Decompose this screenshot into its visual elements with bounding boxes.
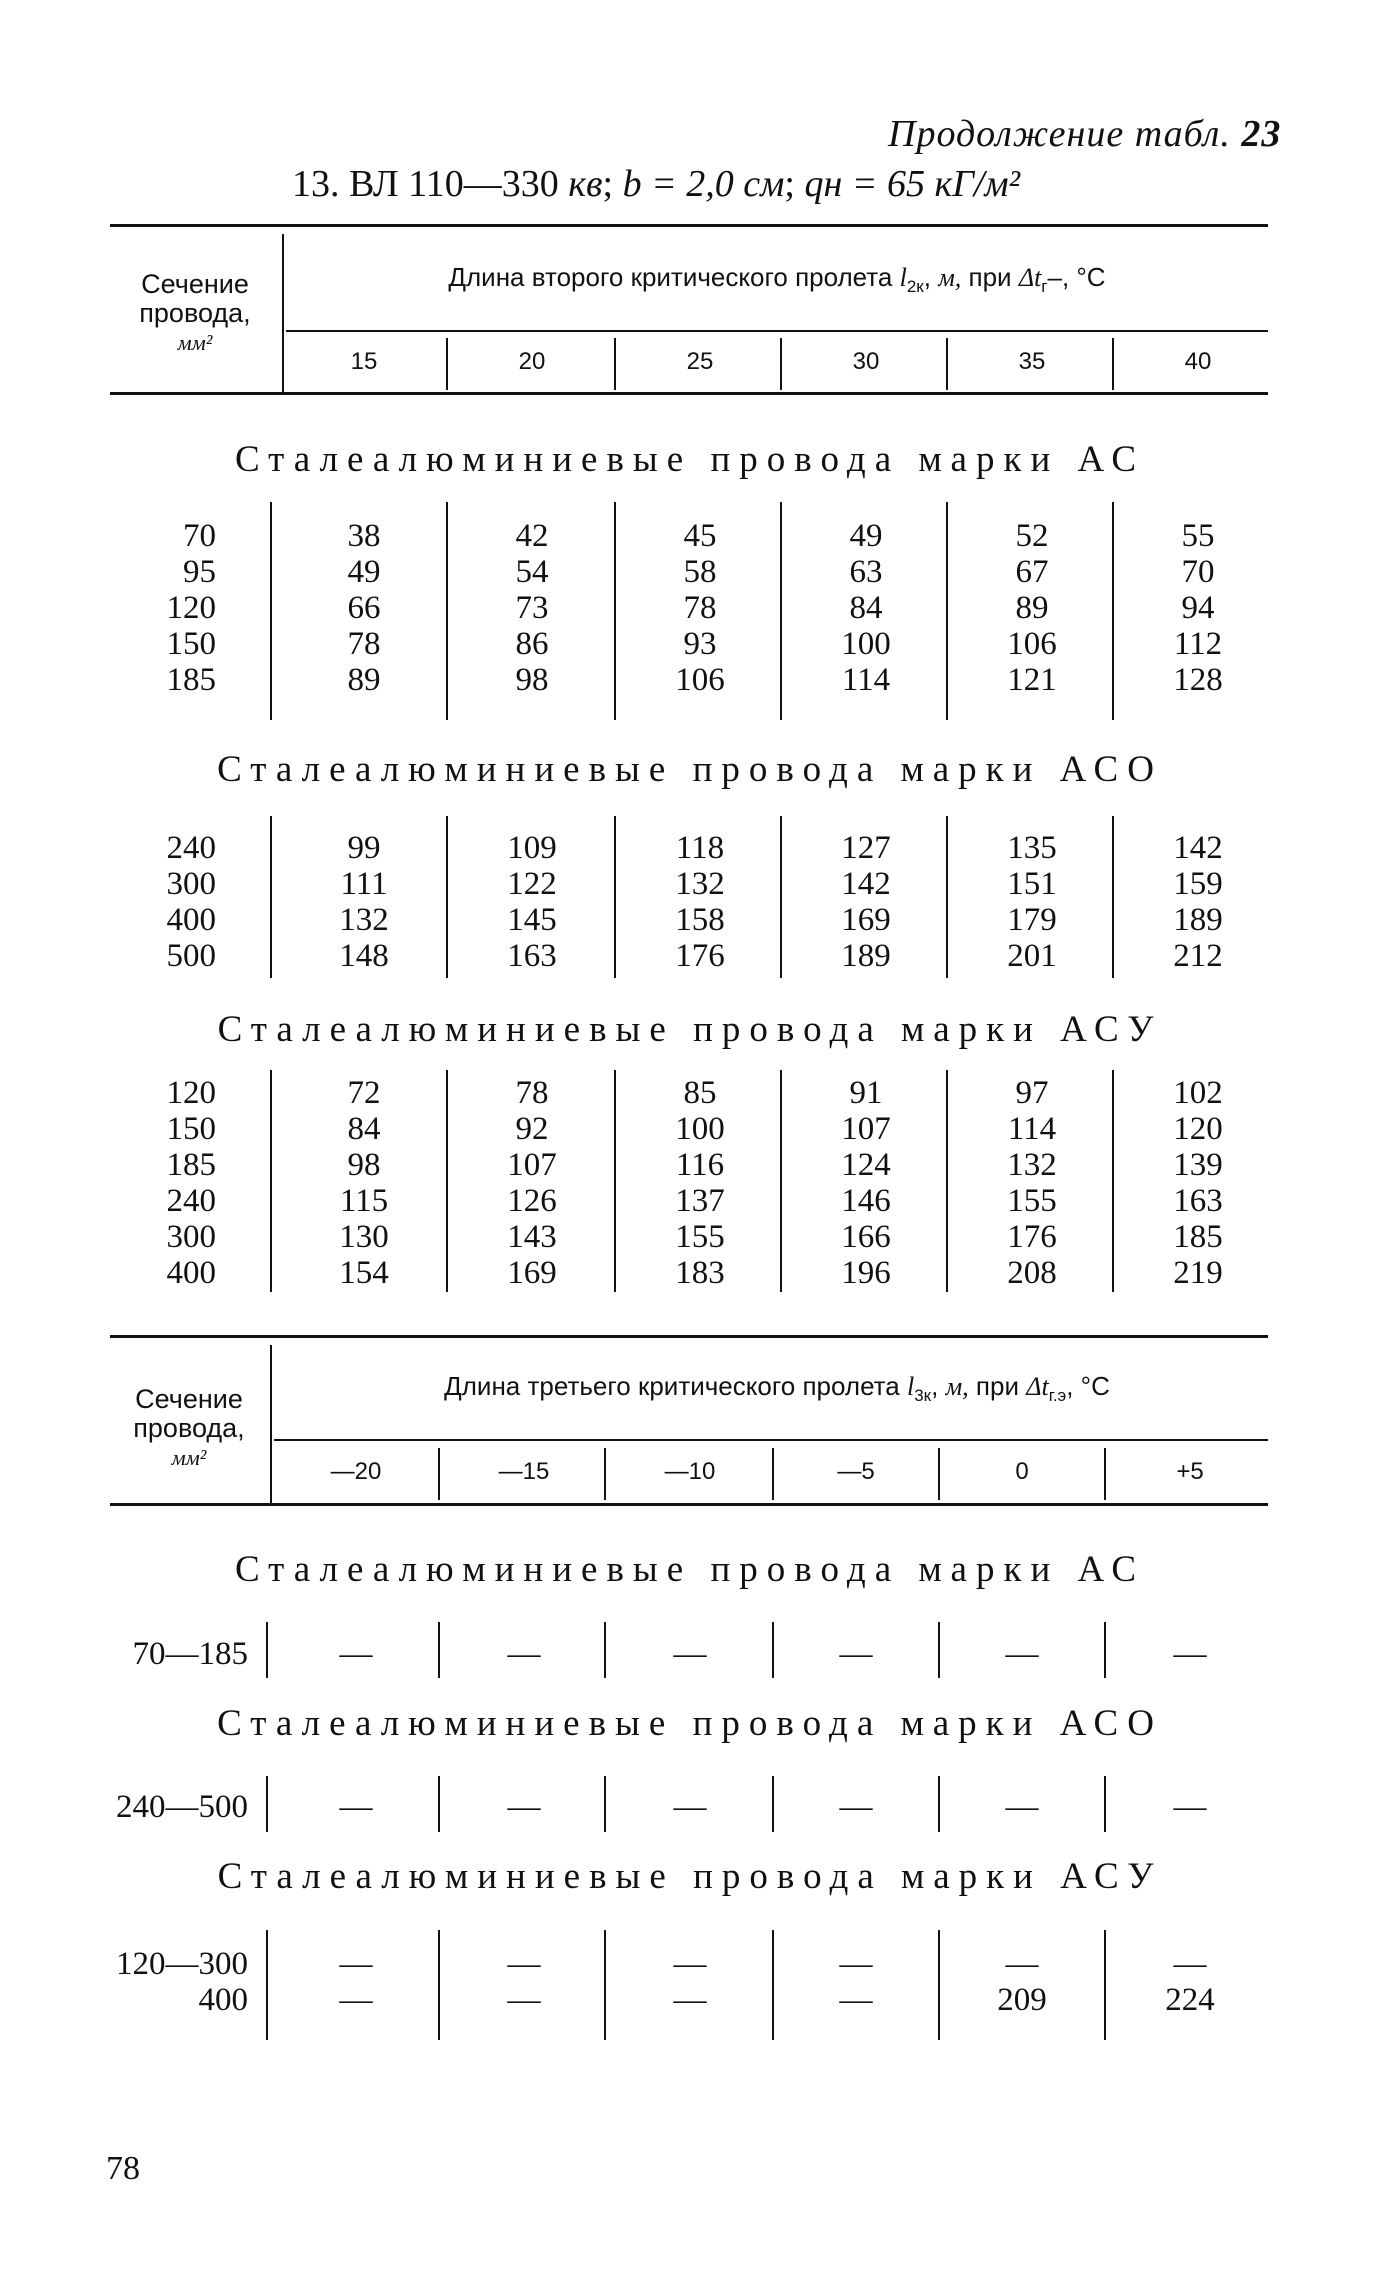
- table-cell: 63: [849, 554, 883, 590]
- table-cell: —: [1005, 1636, 1039, 1672]
- table-cell: —: [1173, 1789, 1207, 1825]
- table2-unit: м,: [945, 1372, 969, 1401]
- table2-symbol-sub: 3к: [914, 1386, 932, 1406]
- table-cell: 145: [507, 902, 557, 938]
- table-cell: 100: [675, 1111, 725, 1147]
- column-header-1: 15: [350, 348, 378, 375]
- table1-unit: м,: [938, 263, 962, 292]
- row-label-divider: [266, 1930, 268, 2040]
- table-cell: 106: [675, 662, 725, 698]
- section-title: Сталеалюминиевые провода марки АСО: [217, 1703, 1163, 1744]
- column-divider: [772, 1448, 774, 1500]
- page-number: 78: [106, 2150, 140, 2187]
- table-cell: 111: [340, 866, 388, 902]
- table-cell: —: [673, 1946, 707, 1982]
- table2-bottom-rule: [110, 1503, 1268, 1506]
- table2-tail: , °С: [1066, 1371, 1110, 1401]
- row-label: 500: [166, 938, 216, 974]
- row-label: 70: [183, 518, 216, 554]
- row-label-divider: [270, 1070, 272, 1292]
- table-cell: —: [839, 1946, 873, 1982]
- column-header-2: 20: [518, 348, 546, 375]
- column-divider: [1112, 502, 1114, 720]
- column-divider: [438, 1448, 440, 1500]
- column-divider: [1104, 1448, 1106, 1500]
- table1-left-header: [110, 270, 280, 357]
- table-cell: 85: [683, 1075, 717, 1111]
- table-cell: 70: [1181, 554, 1215, 590]
- column-divider: [446, 1070, 448, 1292]
- column-divider: [614, 338, 616, 390]
- column-header-3: 25: [686, 348, 714, 375]
- row-label: 400: [198, 1982, 248, 2018]
- table-cell: 106: [1007, 626, 1057, 662]
- row-label-divider: [266, 1776, 268, 1832]
- table1-main-header-text: Длина второго критического пролета: [448, 262, 893, 292]
- table-cell: —: [507, 1946, 541, 1982]
- column-divider: [780, 816, 782, 978]
- section-title: Сталеалюминиевые провода марки АС: [234, 439, 1146, 480]
- column-header-3: —10: [664, 1458, 716, 1485]
- table-cell: 176: [675, 938, 725, 974]
- table-cell: 179: [1007, 902, 1057, 938]
- table-cell: 169: [841, 902, 891, 938]
- table-cell: 155: [675, 1219, 725, 1255]
- table-cell: 124: [841, 1147, 891, 1183]
- table-cell: —: [339, 1789, 373, 1825]
- table-cell: 132: [1007, 1147, 1057, 1183]
- table-cell: 142: [1173, 830, 1223, 866]
- subtitle-b: b = 2,0: [622, 163, 734, 205]
- table-cell: 109: [507, 830, 557, 866]
- table-cell: —: [673, 1789, 707, 1825]
- column-divider: [604, 1448, 606, 1500]
- table-cell: 55: [1181, 518, 1215, 554]
- table1-left-header-text: Сечение провода,: [139, 269, 251, 328]
- column-divider: [1112, 338, 1114, 390]
- column-header-6: 40: [1184, 348, 1212, 375]
- row-label: 150: [166, 626, 216, 662]
- row-label: 240: [166, 1183, 216, 1219]
- row-label: 150: [166, 1111, 216, 1147]
- table1-symbol: l: [899, 263, 907, 292]
- table-cell: 42: [515, 518, 549, 554]
- table-cell: —: [1173, 1636, 1207, 1672]
- column-divider: [946, 502, 948, 720]
- table1-symbol-sub: 2к: [906, 277, 924, 297]
- table-cell: 137: [675, 1183, 725, 1219]
- table-cell: 89: [347, 662, 381, 698]
- column-divider: [446, 338, 448, 390]
- table-cell: 58: [683, 554, 717, 590]
- table-cell: 151: [1007, 866, 1057, 902]
- column-header-4: —5: [837, 1458, 875, 1485]
- table2-delta: Δt: [1026, 1372, 1049, 1401]
- column-divider: [438, 1776, 440, 1832]
- column-divider: [1112, 816, 1114, 978]
- table-cell: —: [339, 1946, 373, 1982]
- column-header-4: 30: [852, 348, 880, 375]
- table-cell: 89: [1015, 590, 1049, 626]
- row-label: 120: [166, 1075, 216, 1111]
- row-label: 70—185: [132, 1636, 248, 1672]
- column-divider: [946, 816, 948, 978]
- table-cell: —: [339, 1982, 373, 2018]
- subtitle-q: qн = 65: [804, 163, 925, 205]
- table-cell: —: [839, 1636, 873, 1672]
- table2-main-header: Длина третьего критического пролета $l_{3к}$, м, при $\Delta t_{г.э}$, °С: [444, 1371, 1110, 1406]
- table-cell: 143: [507, 1219, 557, 1255]
- column-divider: [946, 1070, 948, 1292]
- column-divider: [938, 1776, 940, 1832]
- table-cell: 201: [1007, 938, 1057, 974]
- table2-left-header-unit: мм²: [171, 1445, 207, 1470]
- table-cell: —: [839, 1789, 873, 1825]
- row-label: 300: [166, 1219, 216, 1255]
- table-cell: 107: [841, 1111, 891, 1147]
- column-divider: [604, 1776, 606, 1832]
- table-cell: 92: [515, 1111, 549, 1147]
- column-divider: [938, 1930, 940, 2040]
- table-cell: —: [507, 1982, 541, 2018]
- table1-delta: Δt: [1018, 263, 1042, 292]
- table-cell: 189: [1173, 902, 1223, 938]
- table-cell: 212: [1173, 938, 1223, 974]
- table-cell: 121: [1007, 662, 1057, 698]
- table-cell: 132: [339, 902, 389, 938]
- column-divider: [614, 502, 616, 720]
- column-divider: [780, 502, 782, 720]
- table-cell: 72: [347, 1075, 381, 1111]
- column-header-1: —20: [330, 1458, 382, 1485]
- table-cell: 166: [841, 1219, 891, 1255]
- table-cell: 135: [1007, 830, 1057, 866]
- subtitle-unit-q: кГ/м²: [934, 163, 1021, 205]
- table-cell: 142: [841, 866, 891, 902]
- column-divider: [446, 816, 448, 978]
- table-cell: 185: [1173, 1219, 1223, 1255]
- table-cell: —: [507, 1636, 541, 1672]
- table-cell: 155: [1007, 1183, 1057, 1219]
- subtitle-prefix: 13. ВЛ 110—330: [292, 163, 559, 205]
- table-cell: 52: [1015, 518, 1049, 554]
- table-cell: 78: [683, 590, 717, 626]
- table-subtitle: 13. ВЛ 110—330 кв; b = 2,0 см; qн = 65 кГ/м²: [292, 163, 1021, 205]
- column-divider: [1104, 1930, 1106, 2040]
- table-cell: 114: [841, 662, 891, 698]
- table1-at: при: [968, 262, 1012, 292]
- row-label: 120—300: [116, 1946, 248, 1982]
- row-label-divider: [266, 1622, 268, 1678]
- table-cell: 154: [339, 1255, 389, 1291]
- table-cell: 139: [1173, 1147, 1223, 1183]
- column-header-6: +5: [1176, 1458, 1204, 1485]
- table-cell: 132: [675, 866, 725, 902]
- table-cell: 115: [339, 1183, 389, 1219]
- table-cell: 84: [849, 590, 883, 626]
- table-cell: —: [1173, 1946, 1207, 1982]
- column-divider: [438, 1930, 440, 2040]
- table-cell: 84: [347, 1111, 381, 1147]
- column-divider: [438, 1622, 440, 1678]
- row-label: 185: [166, 1147, 216, 1183]
- table-cell: 93: [683, 626, 717, 662]
- row-label: 400: [166, 1255, 216, 1291]
- table2-left-header: [104, 1385, 274, 1472]
- table-cell: 94: [1181, 590, 1215, 626]
- row-label: 120: [166, 590, 216, 626]
- row-label-divider: [270, 816, 272, 978]
- table-cell: 148: [339, 938, 389, 974]
- table-cell: —: [839, 1982, 873, 2018]
- row-label-divider: [270, 502, 272, 720]
- column-divider: [938, 1622, 940, 1678]
- table1-main-header: Длина второго критического пролета $l_{2к}$, м, при $\Delta t_г-$, °С: [448, 262, 1106, 297]
- table-cell: 78: [515, 1075, 549, 1111]
- column-divider: [446, 502, 448, 720]
- table-cell: 91: [849, 1075, 883, 1111]
- table-cell: 146: [841, 1183, 891, 1219]
- table-cell: 107: [507, 1147, 557, 1183]
- table-cell: 127: [841, 830, 891, 866]
- column-divider: [1104, 1776, 1106, 1832]
- column-divider: [614, 816, 616, 978]
- table-cell: 126: [507, 1183, 557, 1219]
- column-divider: [772, 1930, 774, 2040]
- table-cell: 159: [1173, 866, 1223, 902]
- table-cell: 118: [675, 830, 725, 866]
- table-cell: 54: [515, 554, 549, 590]
- row-label: 240: [166, 830, 216, 866]
- row-label: 300: [166, 866, 216, 902]
- table-cell: 130: [339, 1219, 389, 1255]
- table-cell: 45: [683, 518, 717, 554]
- table-cell: —: [673, 1982, 707, 2018]
- table-cell: —: [673, 1636, 707, 1672]
- table-cell: 86: [515, 626, 549, 662]
- section-title: Сталеалюминиевые провода марки АСУ: [217, 1856, 1163, 1897]
- table-cell: 112: [1173, 626, 1223, 662]
- table2-main-header-text: Длина третьего критического пролета: [444, 1371, 900, 1401]
- table-cell: —: [507, 1789, 541, 1825]
- table-cell: 114: [1007, 1111, 1057, 1147]
- table1-mid-rule: [286, 330, 1268, 332]
- row-label: 95: [183, 554, 216, 590]
- table-cell: 163: [1173, 1183, 1223, 1219]
- table2-at: при: [975, 1371, 1019, 1401]
- table-cell: 98: [515, 662, 549, 698]
- column-divider: [1112, 1070, 1114, 1292]
- table-cell: 169: [507, 1255, 557, 1291]
- column-divider: [604, 1930, 606, 2040]
- table1-delta-sub: г: [1041, 277, 1048, 297]
- row-label: 240—500: [116, 1789, 248, 1825]
- table-cell: 99: [347, 830, 381, 866]
- table-cell: 78: [347, 626, 381, 662]
- table-cell: 183: [675, 1255, 725, 1291]
- table-cell: 158: [675, 902, 725, 938]
- column-divider: [938, 1448, 940, 1500]
- table-cell: —: [1005, 1946, 1039, 1982]
- table1-bottom-rule: [110, 392, 1268, 395]
- row-label: 400: [166, 902, 216, 938]
- table2-symbol: l: [906, 1372, 915, 1401]
- table-cell: 128: [1173, 662, 1223, 698]
- section-title: Сталеалюминиевые провода марки АСО: [217, 749, 1163, 790]
- continuation-label: [888, 112, 1281, 156]
- table-cell: 66: [347, 590, 381, 626]
- table-cell: —: [1005, 1789, 1039, 1825]
- table-cell: 176: [1007, 1219, 1057, 1255]
- table-cell: 196: [841, 1255, 891, 1291]
- column-divider: [614, 1070, 616, 1292]
- table-cell: 209: [997, 1982, 1047, 2018]
- table-cell: 163: [507, 938, 557, 974]
- table-cell: —: [339, 1636, 373, 1672]
- table-cell: 102: [1173, 1075, 1223, 1111]
- subtitle-unit-cm: см: [743, 163, 785, 205]
- table-cell: 208: [1007, 1255, 1057, 1291]
- table-number: 23: [1241, 113, 1282, 155]
- table-cell: 120: [1173, 1111, 1223, 1147]
- column-divider: [604, 1622, 606, 1678]
- continuation-text: Продолжение табл.: [888, 113, 1231, 155]
- column-header-2: —15: [498, 1458, 550, 1485]
- table2-left-header-text: Сечение провода,: [133, 1384, 245, 1443]
- table-cell: 224: [1165, 1982, 1215, 2018]
- column-divider: [780, 1070, 782, 1292]
- table1-tail: –, °С: [1047, 262, 1106, 292]
- column-header-5: 35: [1018, 348, 1046, 375]
- table-cell: 98: [347, 1147, 381, 1183]
- section-title: Сталеалюминиевые провода марки АС: [234, 1549, 1146, 1590]
- table-cell: 189: [841, 938, 891, 974]
- table1-left-header-unit: мм²: [177, 330, 213, 355]
- table-cell: 100: [841, 626, 891, 662]
- column-divider: [946, 338, 948, 390]
- column-divider: [772, 1622, 774, 1678]
- column-divider: [1104, 1622, 1106, 1678]
- column-header-5: 0: [1015, 1458, 1029, 1485]
- table-cell: 122: [507, 866, 557, 902]
- row-label: 185: [166, 662, 216, 698]
- table2-delta-sub: г.э: [1048, 1386, 1067, 1406]
- table-cell: 67: [1015, 554, 1049, 590]
- table-cell: 49: [347, 554, 381, 590]
- table-cell: 49: [849, 518, 883, 554]
- table-cell: 73: [515, 590, 549, 626]
- column-divider: [780, 338, 782, 390]
- table-cell: 97: [1015, 1075, 1049, 1111]
- subtitle-unit-kv: кв: [568, 163, 603, 205]
- table2-mid-rule: [274, 1439, 1268, 1441]
- column-divider: [772, 1776, 774, 1832]
- table-cell: 219: [1173, 1255, 1223, 1291]
- table-cell: 38: [347, 518, 381, 554]
- table-cell: 116: [675, 1147, 725, 1183]
- section-title: Сталеалюминиевые провода марки АСУ: [217, 1009, 1163, 1050]
